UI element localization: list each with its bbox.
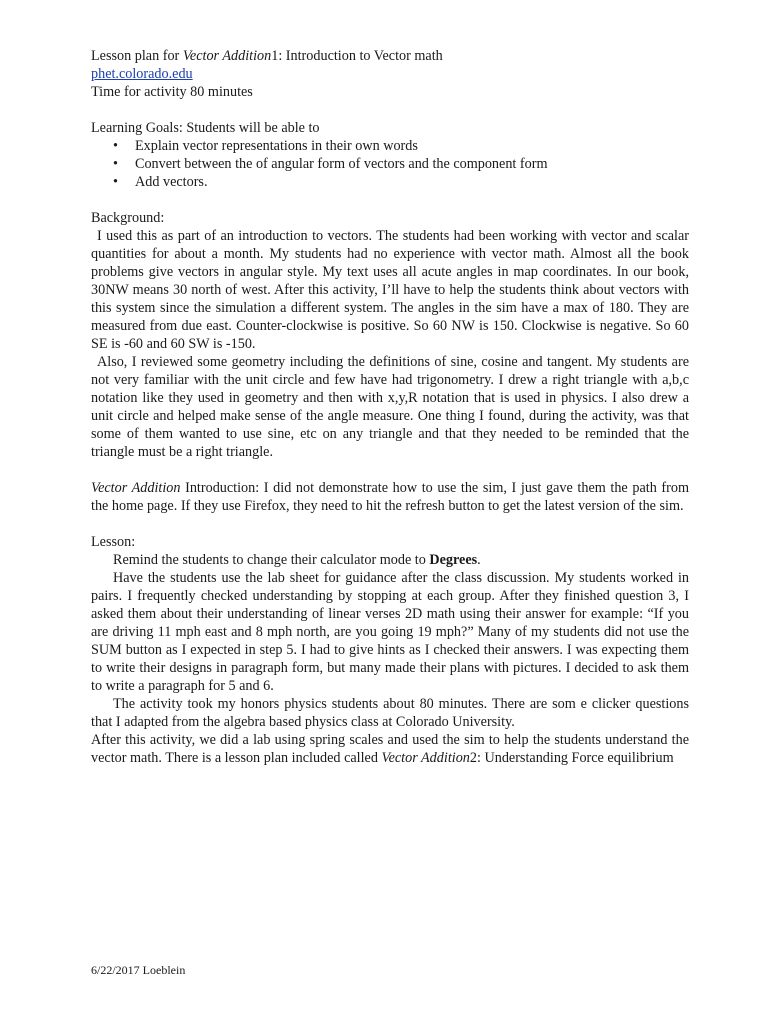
background-paragraph-1: I used this as part of an introduction to vectors. The students had been working with vector and scalar quantities for about a month. My students had no experience with vector math. Almost all the book problems give vectors in angular style. My text uses all acute angles in map coordinates. In our book, 30NW means 30 north of west. After this activity, I’ll have to help the students think about vectors with this system since the simulation a different system. The angles in the sim have a max of 180. They are measured from due east. Counter-clockwise is positive. So 60 NW is 150. Clockwise is negative. So 60 SE is -60 and 60 SW is -150.	[91, 228, 689, 352]
goal-item: • Explain vector representations in their own words	[113, 137, 689, 155]
intro-paragraph: Vector Addition Introduction: I did not demonstrate how to use the sim, I just gave them the path from the home page. If they use Firefox, they need to hit the refresh button to get the latest version of the sim.	[91, 480, 689, 514]
lesson-heading: Lesson:	[91, 534, 136, 550]
background-heading: Background:	[91, 210, 165, 226]
document-body	[91, 47, 689, 767]
lesson-paragraph-2: Have the students use the lab sheet for guidance after the class discussion. My students worked in pairs. I frequently checked understanding by stopping at each group. After they finished question 3, I asked them about their understanding of linear verses 2D math using their answer for example: “If you are driving 11 mph east and 8 mph north, are you going 19 mph?” Many of my students did not use the SUM button as I expected in step 5. I had to give hints as I checked their answers. I was expecting them to write their designs in paragraph form, but many made their plans with pictures. I decided to ask them to write a paragraph for 5 and 6.	[91, 570, 689, 694]
lesson-title: Lesson plan for Vector Addition1: Introduction to Vector math	[91, 48, 443, 64]
lesson-paragraph-3: The activity took my honors physics students about 80 minutes. There are som e clicker questions that I adapted from the algebra based physics class at Colorado University.	[91, 696, 689, 730]
background-paragraph-2: Also, I reviewed some geometry including the definitions of sine, cosine and tangent. My students are not very familiar with the unit circle and few have had trigonometry. I drew a right triangle with a,b,c notation like they used in geometry and then with x,y,R notation that is used in physics. I also drew a unit circle and helped make sense of the angle measure. One thing I found, during the activity, was that some of them wanted to use sine, etc on any triangle and that they needed to be reminded that the triangle must be a right triangle.	[91, 354, 689, 460]
phet-link[interactable]: phet.colorado.edu	[91, 66, 193, 82]
lesson-paragraph-4: After this activity, we did a lab using spring scales and used the sim to help the students understand the vector math. There is a lesson plan included called Vector Addition2: Understanding Force equilibrium	[91, 732, 689, 766]
learning-goals-heading: Learning Goals: Students will be able to	[91, 120, 320, 136]
goal-item: • Convert between the of angular form of vectors and the component form	[113, 155, 689, 173]
goal-item: • Add vectors.	[113, 173, 689, 191]
activity-time: Time for activity 80 minutes	[91, 84, 253, 100]
page-footer: 6/22/2017 Loeblein	[91, 963, 186, 977]
lesson-remind: Remind the students to change their calculator mode to Degrees.	[113, 552, 481, 568]
learning-goals-list	[91, 137, 689, 191]
